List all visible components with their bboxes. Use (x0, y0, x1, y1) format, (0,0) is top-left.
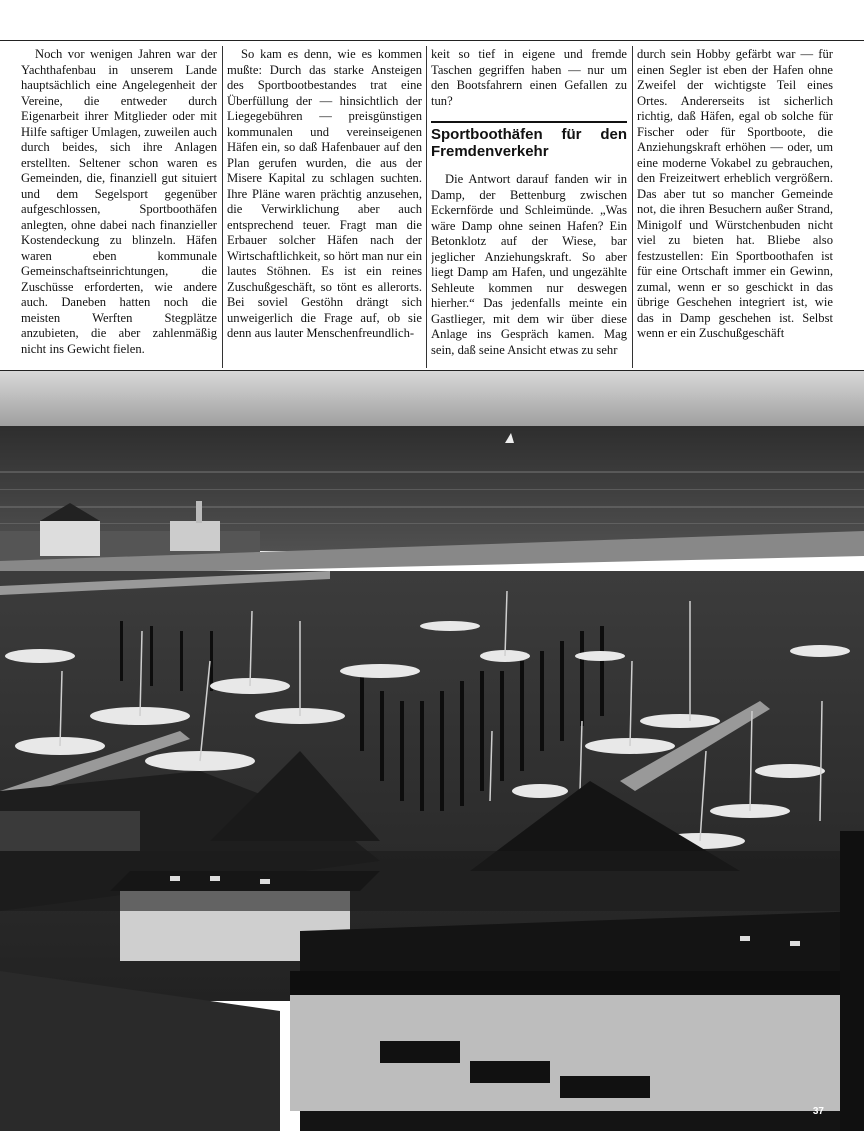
column-rule-1 (222, 46, 223, 368)
column-4-text: durch sein Hobby gefärbt war — für einen Segler ist eben der Hafen ohne Zweifel der wichtigste Teil eines Ortes. Andererseits ist sicherlich richtig, daß Häfen, egal ob solche für Fischer oder für Sportboote, die Anziehungskraft erhöhen — oder, um eine moderne Vokabel zu gebrauchen, den Freizeitwert erheblich vergrößern. Das aber tut so mancher Gemeinde not, die ihren Besuchern außer Strand, Minigolf und Würstchenbuden nicht viel zu bieten hat. Bliebe also festzustellen: Ein Sportboothafen ist für eine Ortschaft immer ein Gewinn, zumal, wenn er so geschickt in das übrige Geschehen integriert ist, wie das in Damp geschehen ist. Selbst wenn er ein Zuschußgeschäft (637, 47, 833, 340)
column-3-top-text: keit so tief in eigene und fremde Taschen gegriffen haben — nur um den Bootsfahrern einen Gefallen zu tun? (431, 47, 627, 108)
column-rule-3 (632, 46, 633, 368)
column-4 (637, 47, 833, 365)
harbor-photo-svg (0, 371, 864, 1131)
column-3-body-text: Die Antwort darauf fanden wir in Damp, der Bettenburg zwischen Eckernförde und Schleimünde. „Was wäre Damp ohne seinen Hafen? Ein Betonklotz auf der Wiese, bar jeglicher Anziehungskraft. So aber liegt Damp am Hafen, und ungezählte Sehleute kommen nur deswegen hierher.“ Das jedenfalls meinte ein Gastlieger, mit dem wir über diese Anlage ins Gespräch kamen. Mag sein, daß seine Ansicht etwas zu sehr (431, 172, 627, 357)
section-headline: Sportboothäfen für den Fremdenverkehr (431, 126, 627, 160)
column-2 (227, 47, 422, 365)
article-text (0, 40, 864, 371)
column-2-text: So kam es denn, wie es kommen mußte: Durch das starke Ansteigen des Sportbootbestandes trat eine Überfüllung der — hinsichtlich der Liegegebühren — preisgünstigen kommunalen und vereinseigenen Häfen ein, so daß Hafenbauer auf den Plan gerufen wurden, die aus der Misere Kapital zu schlagen suchten. Ihre Pläne waren prächtig anzusehen, die Verwirklichung aber auch entsprechend teuer. Fragt man die Erbauer solcher Häfen nach der Wirtschaftlichkeit, so hört man nur ein lautes Stöhnen. Es ist ein reines Zuschußgeschäft, so tönt es allerorts. Bei soviel Gestöhn drängt sich unweigerlich die Frage auf, ob sie denn aus lauter Menschenfreundlich- (227, 47, 422, 340)
column-3 (431, 47, 627, 365)
sky (0, 371, 864, 431)
headline-rule (431, 121, 627, 123)
column-rule-2 (426, 46, 427, 368)
column-1-text: Noch vor wenigen Jahren war der Yachthafenbau in unserem Lande hauptsächlich eine Angelegenheit der Vereine, die entweder durch Eigenarbeit ihrer Mitglieder oder mit Hilfe saftiger Umlagen, zuweilen auch durch beides, sich ihre Anlagen erstellten. Seltener schon waren es Gemeinden, die, finanziell gut situiert und dem Segelsport gegenüber aufgeschlossen, Sportboothäfen anlegten, ohne dabei nach finanzieller Kostendeckung zu blinzeln. Häfen waren eben kommunale Gemeinschaftseinrichtungen, die Zuschüsse erforderten, wie andere auch. Daneben hatten noch die meisten Werften Stegplätze anzubieten, die aber zahlenmäßig nicht ins Gewicht fielen. (21, 47, 217, 356)
column-1 (21, 47, 217, 365)
harbor-photo (0, 370, 864, 1131)
page-number: 37 (812, 1106, 824, 1117)
top-margin (0, 0, 864, 40)
